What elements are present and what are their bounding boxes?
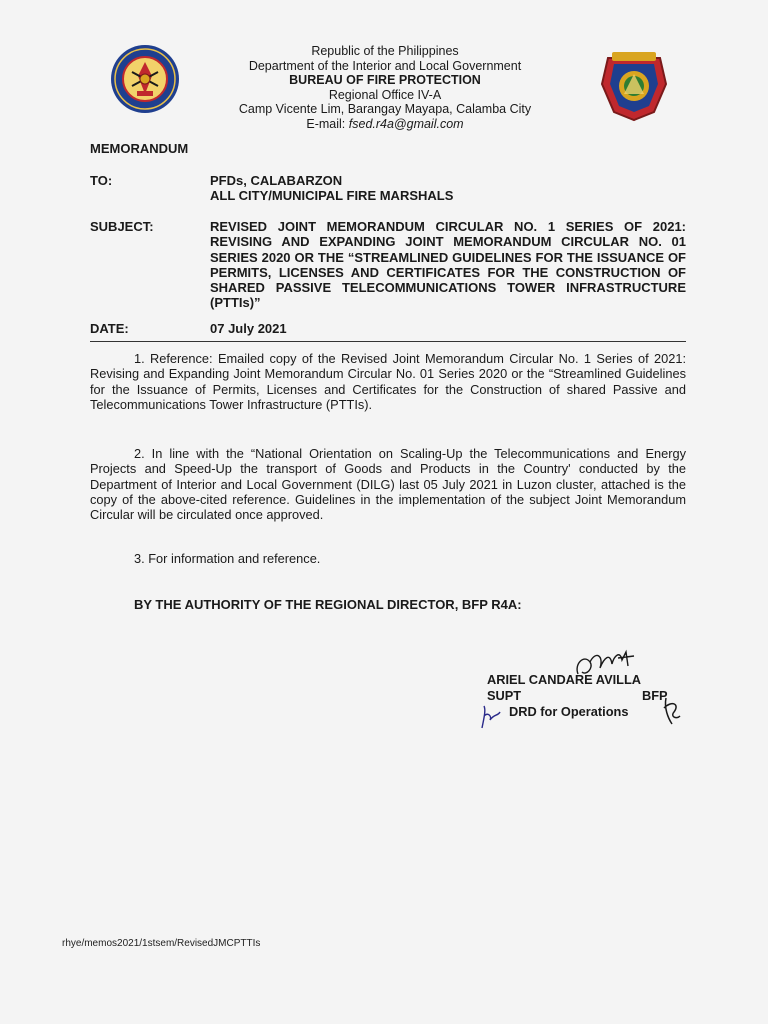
date-label: DATE: [90,321,129,336]
file-path-footer: rhye/memos2021/1stsem/RevisedJMCPTTIs [62,938,261,949]
letterhead-address: Camp Vicente Lim, Barangay Mayapa, Calamba City [238,102,532,117]
paragraph-2-text: 2. In line with the “National Orientation on Scaling-Up the Telecommunications and Energy Projects and Speed-Up the transport of Goods and Products in the Country' conducted by the Department of Interior and Local Government (DILG) last 05 July 2021 in Luzon cluster, attached is the copy of the above-cited reference. Guidelines in the implementation of the subject Joint Memorandum Circular will be circulated once approved. [90,446,686,523]
letterhead-bureau: BUREAU OF FIRE PROTECTION [289,73,481,88]
to-recipient-1: PFDs, CALABARZON [210,173,343,188]
to-label: TO: [90,173,113,188]
signatory-office: DRD for Operations [509,704,629,719]
letterhead [200,44,570,132]
bfp-seal-icon [96,42,194,116]
signatory-name: ARIEL CANDARE AVILLA [487,672,642,687]
letterhead-department: Department of the Interior and Local Government [248,58,522,73]
paragraph-3 [90,551,686,566]
date-value: 07 July 2021 [210,321,287,336]
paragraph-1-text: 1. Reference: Emailed copy of the Revised Joint Memorandum Circular No. 1 Series of 2021: Revising and Expanding Joint Memorandum Circular No. 01 Series 2020 or the “Streamlined Guidelines for the Issuance of Permits, Licenses and Certificates for the Construction of shared Passive and Telecommunications Tower Infrastructure (PTTIs). [90,351,686,412]
subject-text: REVISED JOINT MEMORANDUM CIRCULAR NO. 1 SERIES OF 2021: REVISING AND EXPANDING JOINT MEMORANDUM CIRCULAR NO. 01 SERIES 2020 OR THE “STREAMLINED GUIDELINES FOR THE ISSUANCE OF PERMITS, LICENSES AND CERTIFICATES FOR THE CONSTRUCTION OF SHARED PASSIVE TELECOMMUNICATIONS TOWER INFRASTRUCTURE (PTTIs)” [210,219,686,311]
to-recipients [210,173,686,204]
paragraph-1 [90,351,686,412]
authority-line: BY THE AUTHORITY OF THE REGIONAL DIRECTOR, BFP R4A: [134,597,522,612]
region-iva-badge-icon [594,44,674,124]
subject-label: SUBJECT: [90,219,154,234]
initial-mark-icon [478,702,504,730]
memo-title: MEMORANDUM [90,141,189,156]
letterhead-office: Regional Office IV-A [328,87,442,102]
to-recipient-2: ALL CITY/MUNICIPAL FIRE MARSHALS [210,188,454,204]
paragraph-2 [90,446,686,522]
signatory-rank: SUPT [487,688,522,703]
header-divider [90,341,686,342]
signatory-unit: BFP [642,688,668,703]
email-address: fsed.r4a@gmail.com [348,116,464,131]
initial-mark-icon [660,694,684,728]
paragraph-3-text: 3. For information and reference. [134,551,321,566]
letterhead-country: Republic of the Philippines [311,44,459,58]
email-label: E-mail: [306,116,349,131]
letterhead-email-line [200,117,570,132]
